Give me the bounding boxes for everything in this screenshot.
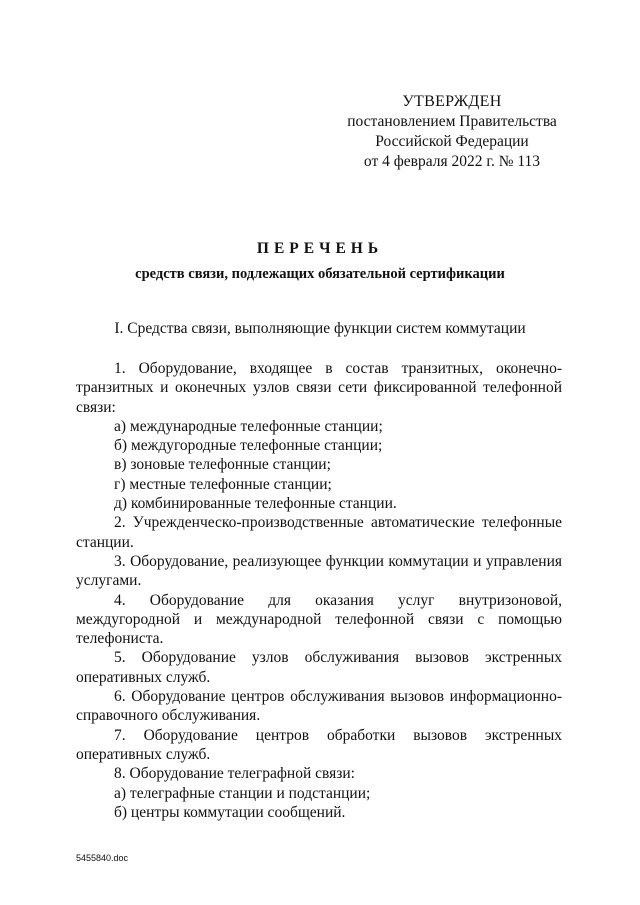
document-subtitle: средств связи, подлежащих обязательной сертификации: [135, 266, 505, 282]
list-item: а) телеграфные станции и подстанции;: [114, 784, 371, 802]
list-item: 4. Оборудование для оказания услуг внутризоновой, междугородной и международной телефонной связи с помощью телефониста.: [76, 591, 562, 648]
approval-line-3: от 4 февраля 2022 г. № 113: [363, 153, 541, 170]
list-item: а) международные телефонные станции;: [114, 417, 383, 435]
list-item: 3. Оборудование, реализующее функции коммутации и управления услугами.: [76, 552, 562, 590]
list-item: г) местные телефонные станции;: [114, 475, 332, 493]
document-title: ПЕРЕЧЕНЬ: [256, 240, 384, 257]
file-name-footer: 5455840.doc: [76, 853, 129, 863]
list-item: в) зоновые телефонные станции;: [114, 456, 331, 474]
list-item: 7. Оборудование центров обработки вызовов экстренных оперативных служб.: [76, 726, 562, 763]
section-heading: I. Средства связи, выполняющие функции систем коммутации: [114, 320, 526, 337]
list-item: 6. Оборудование центров обслуживания вызовов информационно-справочного обслуживания.: [76, 688, 562, 725]
list-item: 2. Учрежденческо-производственные автоматические телефонные станции.: [76, 514, 562, 551]
list-item: д) комбинированные телефонные станции.: [114, 495, 397, 513]
list-item: 5. Оборудование узлов обслуживания вызовов экстренных оперативных служб.: [76, 649, 562, 686]
approval-line-2: Российской Федерации: [375, 133, 529, 150]
list-item: б) междугородные телефонные станции;: [114, 437, 383, 455]
list-item: б) центры коммутации сообщений.: [114, 803, 346, 821]
list-item: 8. Оборудование телеграфной связи:: [114, 765, 355, 783]
approval-heading: УТВЕРЖДЕН: [402, 93, 502, 110]
approval-block: [332, 92, 572, 172]
approval-line-1: постановлением Правительства: [347, 113, 557, 130]
list-item: 1. Оборудование, входящее в состав транзитных, оконечно-транзитных и оконечных узлов связи сети фиксированной телефонной связи:: [76, 360, 562, 416]
document-body: [76, 359, 562, 822]
